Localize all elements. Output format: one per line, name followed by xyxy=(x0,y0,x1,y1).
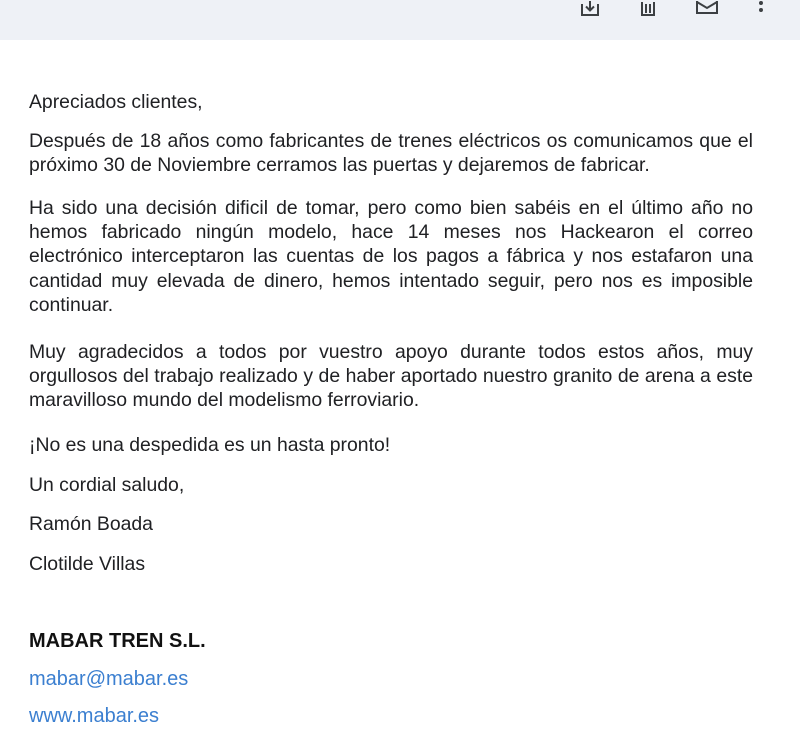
email-paragraph: Después de 18 años como fabricantes de trenes eléctricos os comunicamos que el próximo 30 de Noviembre cerramos las puertas y dejaremos de fabricar. xyxy=(29,130,753,177)
email-signer: Clotilde Villas xyxy=(29,553,146,575)
company-name: MABAR TREN S.L. xyxy=(29,630,206,652)
email-paragraph: Muy agradecidos a todos por vuestro apoyo durante todos estos años, muy orgullosos del trabajo realizado y de haber aportado nuestro granito de arena a este maravilloso mundo del modelismo ferroviario. xyxy=(29,341,753,412)
email-closing: Un cordial saludo, xyxy=(29,474,185,496)
email-signer: Ramón Boada xyxy=(29,513,153,535)
mail-icon[interactable] xyxy=(693,0,721,20)
download-icon[interactable] xyxy=(576,0,604,20)
email-toolbar xyxy=(0,0,800,40)
more-vertical-icon[interactable] xyxy=(747,0,775,20)
website-link[interactable]: www.mabar.es xyxy=(29,705,160,727)
email-link[interactable]: mabar@mabar.es xyxy=(29,668,189,690)
email-paragraph: Ha sido una decisión dificil de tomar, pero como bien sabéis en el último año no hemos fabricado ningún modelo, hace 14 meses nos Hackearon el correo electrónico interceptaron las cuentas de los pagos a fábrica y nos estafaron una cantidad muy elevada de dinero, hemos intentado seguir, pero nos es imposible continuar. xyxy=(29,197,753,316)
email-greeting: Apreciados clientes, xyxy=(29,91,203,113)
delete-icon[interactable] xyxy=(634,0,662,20)
email-paragraph: ¡No es una despedida es un hasta pronto! xyxy=(29,434,391,456)
